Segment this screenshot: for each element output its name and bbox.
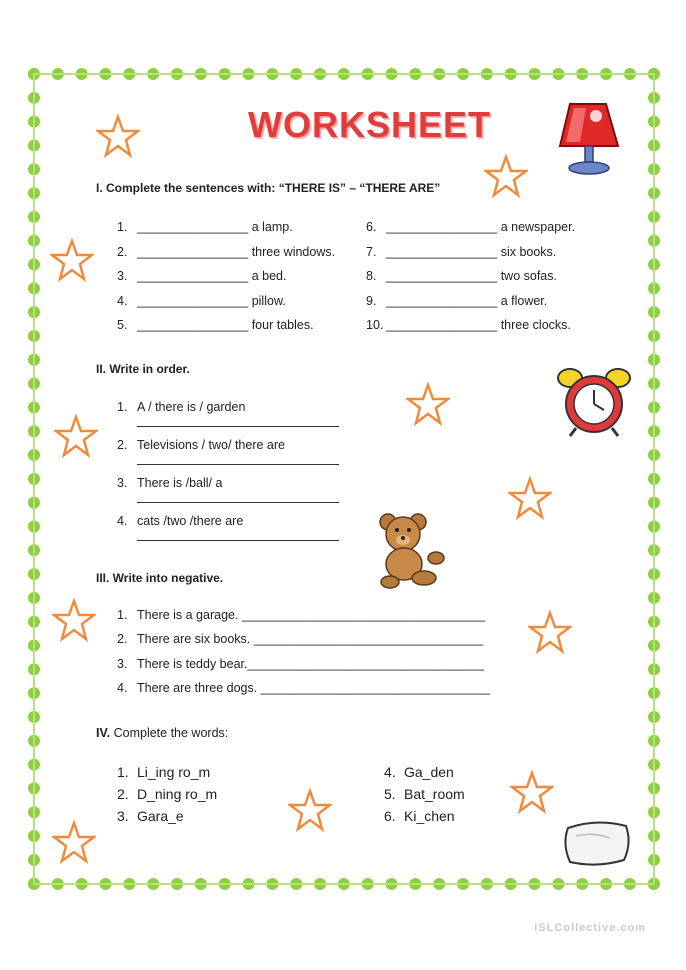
star-icon xyxy=(54,414,98,458)
list-item: 3. ________________ a bed. xyxy=(117,269,287,283)
star-icon xyxy=(96,114,140,158)
list-item: 1. There is a garage. ___________________________________ xyxy=(117,608,486,622)
list-item: 4. cats /two /there are xyxy=(117,514,339,541)
list-item: 5. ________________ four tables. xyxy=(117,318,314,332)
list-item: 10. ________________ three clocks. xyxy=(366,318,571,332)
answer-line xyxy=(137,414,339,427)
list-item: 2. D_ning ro_m xyxy=(117,786,218,802)
section-1-heading: I. Complete the sentences with: “THERE IS” – “THERE ARE” xyxy=(96,181,441,195)
star-icon xyxy=(508,476,552,520)
teddy-bear-icon xyxy=(374,512,448,590)
list-item: 6. ________________ a newspaper. xyxy=(366,220,576,234)
alarm-clock-icon xyxy=(556,362,632,438)
list-item: 3. There is /ball/ a xyxy=(117,476,339,503)
list-item: 1. ________________ a lamp. xyxy=(117,220,293,234)
star-icon xyxy=(510,770,554,814)
section-2-heading: II. Write in order. xyxy=(96,362,190,376)
list-item: 6. Ki_chen xyxy=(384,808,455,824)
answer-line xyxy=(137,452,339,465)
list-item: 5. Bat_room xyxy=(384,786,465,802)
star-icon xyxy=(52,598,96,642)
pillow-icon xyxy=(562,818,632,868)
lamp-icon xyxy=(556,96,626,178)
list-item: 8. ________________ two sofas. xyxy=(366,269,557,283)
star-icon xyxy=(406,382,450,426)
watermark: iSLCollective.com xyxy=(534,922,646,934)
list-item: 9. ________________ a flower. xyxy=(366,294,548,308)
list-item: 3. Gara_e xyxy=(117,808,184,824)
list-item: 4. ________________ pillow. xyxy=(117,294,286,308)
list-item: 4. There are three dogs. _________________________________ xyxy=(117,681,491,695)
answer-line xyxy=(137,528,339,541)
list-item: 3. There is teddy bear.__________________________________ xyxy=(117,657,484,671)
list-item: 1. Li_ing ro_m xyxy=(117,764,211,780)
list-item: 7. ________________ six books. xyxy=(366,245,557,259)
star-icon xyxy=(484,154,528,198)
list-item: 4. Ga_den xyxy=(384,764,454,780)
page-title: WORKSHEET xyxy=(248,104,491,145)
list-item: 1. A / there is / garden xyxy=(117,400,339,427)
answer-line xyxy=(137,490,339,503)
list-item: 2. Televisions / two/ there are xyxy=(117,438,339,465)
list-item: 2. ________________ three windows. xyxy=(117,245,336,259)
star-icon xyxy=(50,238,94,282)
section-4-heading: IV. Complete the words: xyxy=(96,726,229,740)
star-icon xyxy=(52,820,96,864)
list-item: 2. There are six books. _________________________________ xyxy=(117,632,484,646)
section-3-heading: III. Write into negative. xyxy=(96,571,224,585)
star-icon xyxy=(288,788,332,832)
star-icon xyxy=(528,610,572,654)
